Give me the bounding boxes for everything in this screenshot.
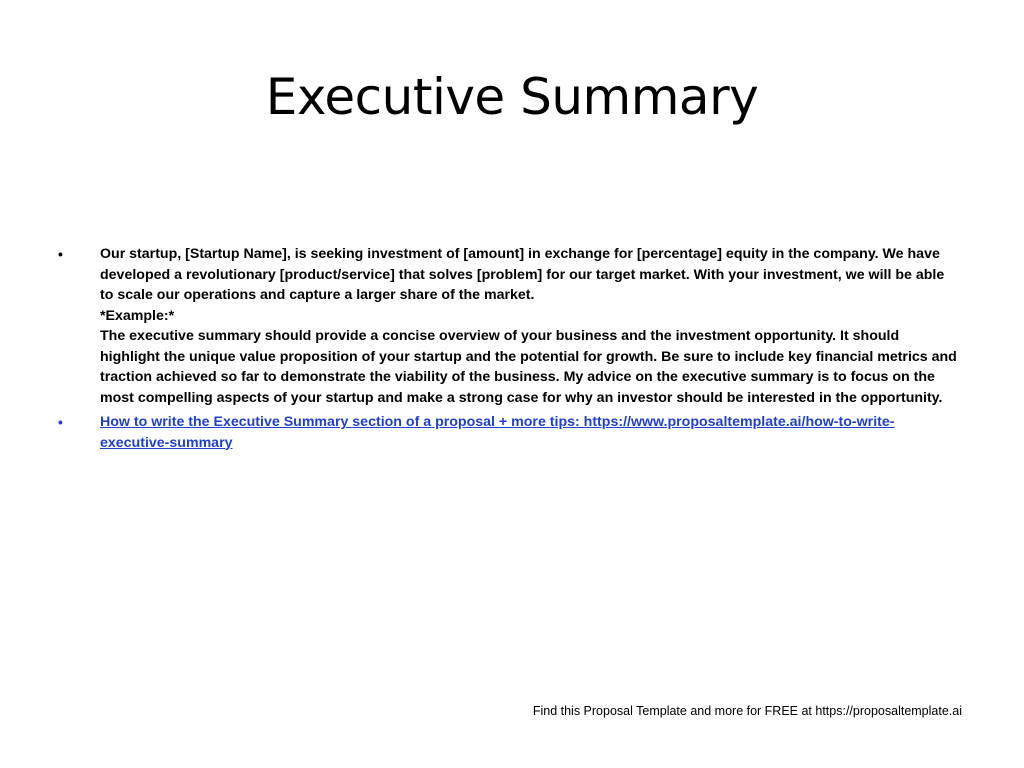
bullet-icon: • bbox=[58, 246, 63, 262]
slide-title: Executive Summary bbox=[265, 68, 759, 126]
how-to-write-link[interactable]: How to write the Executive Summary section of a proposal + more tips: https://www.proposaltemplate.ai/how-to-write-executive-summary bbox=[100, 414, 895, 451]
bullet-item-link bbox=[58, 412, 958, 453]
footer-note: Find this Proposal Template and more for FREE at https://proposaltemplate.ai bbox=[532, 704, 962, 718]
example-paragraph: The executive summary should provide a concise overview of your business and the investment opportunity. It should highlight the unique value proposition of your startup and the potential for growth. Be sure to include key financial metrics and traction achieved so far to demonstrate the viability of the business. My advice on the executive summary is to focus on the most compelling aspects of your startup and make a strong case for why an investor should be interested in the opportunity. bbox=[100, 328, 957, 406]
example-label: *Example:* bbox=[100, 307, 175, 324]
bullet-item-summary bbox=[58, 244, 958, 408]
summary-paragraph: Our startup, [Startup Name], is seeking investment of [amount] in exchange for [percentage] equity in the company. We have developed a revolutionary [product/service] that solves [problem] for our target market. With your investment, we will be able to scale our operations and capture a larger share of the market. bbox=[100, 246, 945, 303]
bullet-list bbox=[58, 244, 958, 457]
bullet-icon: • bbox=[58, 414, 63, 430]
